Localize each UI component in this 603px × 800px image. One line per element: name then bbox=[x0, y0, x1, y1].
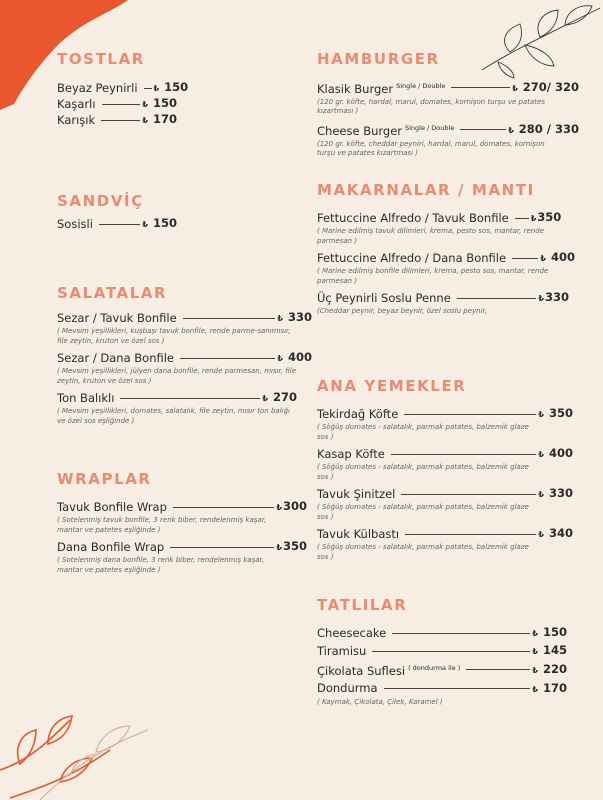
menu-item bbox=[317, 643, 567, 659]
menu-item bbox=[317, 486, 573, 522]
item-price: ₺ 340 bbox=[538, 526, 573, 540]
menu-item bbox=[57, 96, 177, 112]
menu-item bbox=[57, 310, 312, 346]
item-price: ₺ 170 bbox=[532, 680, 567, 695]
item-price: ₺ 145 bbox=[532, 643, 567, 657]
item-description: ( Kaymak, Çikolata, Çilek, Karamel ) bbox=[317, 697, 443, 706]
leader-line bbox=[512, 258, 538, 259]
leader-line bbox=[170, 547, 274, 548]
leader-line bbox=[372, 651, 530, 652]
menu-item bbox=[57, 350, 312, 386]
item-description: ( Mevsim yeşillikleri, kuşbaşı tavuk bonfile, rende parme-sanımısır, file zeytin, kruton ve özel sos ) bbox=[57, 327, 291, 345]
item-description: ( Marine edilmiş tavuk dilimleri, krema, pesto sos, mantar, rende parmesan ) bbox=[317, 227, 544, 245]
section-title: HAMBURGER bbox=[317, 50, 440, 68]
item-price: ₺350 bbox=[530, 210, 562, 224]
item-price: ₺ 330 bbox=[538, 486, 573, 500]
menu-item bbox=[317, 250, 575, 286]
section-hamburger bbox=[317, 50, 589, 163]
menu-item bbox=[317, 446, 573, 482]
leader-line bbox=[457, 298, 537, 299]
menu-item bbox=[57, 112, 177, 128]
section-salatalar bbox=[57, 284, 312, 430]
item-description: (Cheddar peynir, beyaz beynir, özel soslu peynir, bbox=[317, 307, 487, 315]
item-name: Karışık bbox=[57, 112, 96, 127]
item-name: Sosisli bbox=[57, 216, 93, 231]
item-price: ₺ 270/ 320 bbox=[512, 79, 579, 94]
leader-line bbox=[405, 534, 536, 535]
item-price: ₺ 330 bbox=[277, 310, 312, 324]
item-description: ( Söğüş domates - salatalık, parmak patates, balzemik glaze sos ) bbox=[317, 423, 529, 441]
leader-line bbox=[180, 358, 275, 359]
menu-item bbox=[57, 539, 307, 575]
item-price: ₺ 150 bbox=[142, 96, 177, 110]
leader-line bbox=[101, 120, 140, 121]
section-makarnalar bbox=[317, 181, 589, 321]
item-name: Tavuk Bonfile Wrap bbox=[57, 499, 167, 514]
item-name: Tiramisu bbox=[317, 643, 367, 658]
section-ana-yemekler bbox=[317, 377, 589, 566]
item-name: Fettuccine Alfredo / Dana Bonfile bbox=[317, 250, 507, 265]
item-price: ₺ 150 bbox=[153, 80, 189, 94]
leader-line bbox=[144, 88, 152, 89]
section-title: ANA YEMEKLER bbox=[317, 377, 467, 395]
item-price: ₺ 150 bbox=[142, 216, 177, 230]
item-price: ₺ 400 bbox=[277, 350, 312, 364]
item-name: Dana Bonfile Wrap bbox=[57, 539, 165, 554]
leader-line bbox=[102, 104, 141, 105]
section-tatlilar bbox=[317, 596, 589, 711]
leader-line bbox=[384, 688, 531, 689]
item-name: Fettuccine Alfredo / Tavuk Bonfile bbox=[317, 210, 509, 225]
item-description: ( Mevsim yeşillikleri, jülyen dana bonfile, rende parmesan, mısır, file zeytin, kruton ve özel sos ) bbox=[57, 367, 297, 385]
item-name: Sezar / Dana Bonfile bbox=[57, 350, 174, 365]
leader-line bbox=[173, 507, 275, 508]
section-wraplar bbox=[57, 470, 312, 579]
item-price: ₺ 220 bbox=[532, 661, 567, 676]
item-name: Çikolata Suflesi $^{( dondurma ile )}$ bbox=[317, 663, 461, 678]
item-description: ( Sotelenmiş tavuk bonfile, 3 renk biber, rendelenmiş kaşar, mantar ve patetes eşliğinde ) bbox=[57, 516, 267, 534]
menu-item bbox=[317, 406, 573, 442]
item-price: ₺ 280 / 330 bbox=[508, 121, 579, 136]
item-name: Klasik Burger $^{Single / Double}$ bbox=[317, 81, 446, 96]
leader-line bbox=[99, 224, 140, 225]
item-name: Tavuk Külbastı bbox=[317, 526, 400, 541]
item-variant-note: Single / Double bbox=[396, 82, 446, 90]
item-name: Cheese Burger $^{Single / Double}$ bbox=[317, 123, 455, 138]
item-variant-note: ( dondurma ile ) bbox=[408, 664, 461, 672]
item-price: ₺ 400 bbox=[540, 250, 575, 264]
item-description: ( Söğüş domates - salatalık, parmak patates, balzemik glaze sos ) bbox=[317, 543, 529, 561]
item-description: ( Söğüş domates - salatalık, parmak patates, balzemik glaze sos ) bbox=[317, 463, 529, 481]
section-title: TATLILAR bbox=[317, 596, 408, 614]
item-name: Kasap Köfte bbox=[317, 446, 385, 461]
item-price: ₺ 270 bbox=[262, 390, 297, 404]
menu-item bbox=[317, 210, 569, 246]
menu-item bbox=[317, 681, 567, 708]
menu-item bbox=[317, 79, 579, 117]
menu-item bbox=[57, 390, 312, 426]
item-name: Ton Balıklı bbox=[57, 390, 115, 405]
item-name: Dondurma bbox=[317, 681, 378, 696]
leader-line bbox=[466, 669, 530, 670]
section-title: TOSTLAR bbox=[57, 50, 145, 68]
item-name: Kaşarlı bbox=[57, 96, 96, 111]
item-price: ₺ 350 bbox=[538, 406, 573, 420]
menu-item bbox=[317, 121, 579, 159]
menu-item bbox=[57, 499, 307, 535]
item-description: ( Sotelenmiş dana bonfile, 3 renk biber, rendelenmiş kaşar, mantar ve patetes eşliğinde ) bbox=[57, 556, 264, 574]
leader-line bbox=[392, 633, 530, 634]
leader-line bbox=[515, 218, 529, 219]
menu-item bbox=[317, 290, 569, 317]
section-title: SALATALAR bbox=[57, 284, 168, 302]
item-price: ₺330 bbox=[538, 290, 569, 304]
section-sandvic bbox=[57, 192, 312, 232]
section-title: MAKARNALAR / MANTI bbox=[317, 181, 535, 199]
item-description: (120 gr. köfte, hardal, marul, domates, kornişon turşu ve patates kızartması ) bbox=[317, 97, 545, 116]
menu-item bbox=[317, 625, 567, 641]
bottom-leaves-decoration bbox=[0, 700, 150, 800]
leader-line bbox=[451, 87, 510, 88]
menu-item bbox=[317, 661, 567, 679]
item-description: (120 gr. köfte, cheddar peyniri, hardal, marul, domates, kornişon turşu ve patates kızartması ) bbox=[317, 139, 545, 158]
item-description: ( Mevsim yeşillikleri, domates, salatalık, file zeytin, mısır ton balığı ve özel sos eşliğinde ) bbox=[57, 407, 290, 425]
leader-line bbox=[120, 398, 260, 399]
item-price: ₺350 bbox=[276, 539, 307, 553]
menu-item bbox=[57, 216, 177, 232]
leader-line bbox=[401, 494, 536, 495]
section-tostlar bbox=[57, 50, 312, 128]
item-price: ₺ 400 bbox=[538, 446, 573, 460]
section-title: SANDVİÇ bbox=[57, 192, 144, 210]
menu-item bbox=[57, 80, 189, 96]
section-title: WRAPLAR bbox=[57, 470, 152, 488]
menu-item bbox=[317, 526, 573, 562]
item-name: Tavuk Şinitzel bbox=[317, 486, 396, 501]
item-price: ₺ 170 bbox=[142, 112, 177, 126]
item-name: Beyaz Peynirli bbox=[57, 80, 138, 95]
item-price: ₺300 bbox=[276, 499, 307, 513]
item-description: ( Marine edilmiş bonfile dilimleri, krema, pesto sos, mantar, rende parmesan ) bbox=[317, 267, 549, 285]
item-name: Üç Peynirli Soslu Penne bbox=[317, 290, 451, 305]
leader-line bbox=[404, 414, 536, 415]
item-name: Cheesecake bbox=[317, 625, 387, 640]
item-variant-note: Single / Double bbox=[405, 123, 455, 132]
item-price: ₺ 150 bbox=[532, 625, 567, 639]
leader-line bbox=[460, 129, 506, 130]
item-name: Sezar / Tavuk Bonfile bbox=[57, 310, 177, 325]
item-description: ( Söğüş domates - salatalık, parmak patates, balzemik glaze sos ) bbox=[317, 503, 529, 521]
leader-line bbox=[391, 454, 537, 455]
leader-line bbox=[183, 318, 276, 319]
item-name: Tekirdağ Köfte bbox=[317, 406, 399, 421]
